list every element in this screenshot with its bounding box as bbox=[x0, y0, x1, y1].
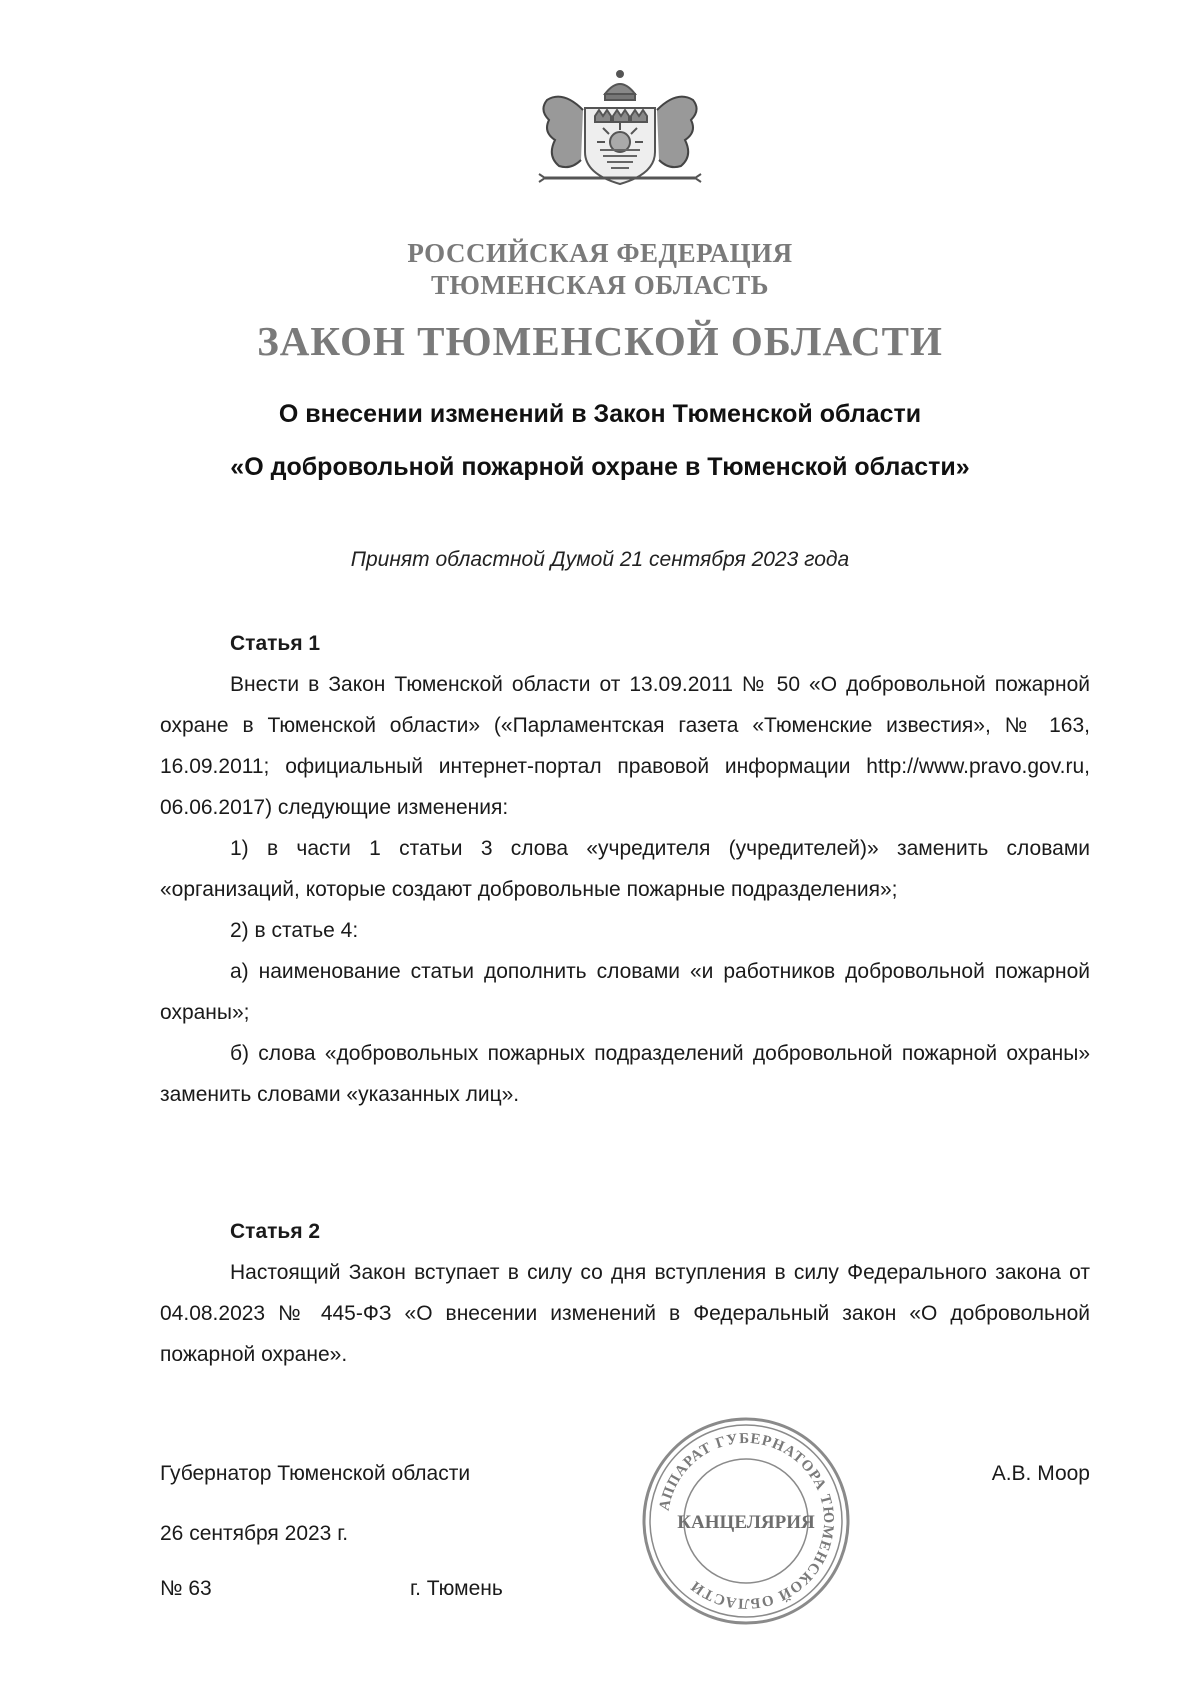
article-1-paragraph: 2) в статье 4: bbox=[230, 919, 359, 942]
article-1-paragraph: а) наименование статьи дополнить словами «и работников добровольной пожарной охраны»; bbox=[160, 960, 1090, 1024]
seal-ring-text: АППАРАТ ГУБЕРНАТОРА ТЮМЕНСКОЙ ОБЛАСТИ bbox=[656, 1430, 837, 1612]
article-2-paragraph: Настоящий Закон вступает в силу со дня вступления в силу Федерального закона от 04.08.2023 № 445-ФЗ «О внесении изменений в Федеральный закон «О добровольной пожарной охране». bbox=[160, 1261, 1090, 1366]
header-doc-type: ЗАКОН ТЮМЕНСКОЙ ОБЛАСТИ bbox=[257, 318, 943, 364]
article-1-paragraph: б) слова «добровольных пожарных подразделений добровольной пожарной охраны» заменить словами «указанных лиц». bbox=[160, 1042, 1090, 1106]
coat-of-arms-icon bbox=[525, 70, 715, 188]
signatory-name: А.В. Моор bbox=[991, 1462, 1090, 1485]
signing-city: г. Тюмень bbox=[410, 1577, 503, 1600]
signatory-position: Губернатор Тюменской области bbox=[160, 1462, 471, 1485]
law-title-line-1: О внесении изменений в Закон Тюменской области bbox=[278, 400, 922, 428]
header-country: РОССИЙСКАЯ ФЕДЕРАЦИЯ bbox=[407, 238, 793, 268]
official-seal-icon bbox=[640, 1415, 852, 1627]
seal-center-text: КАНЦЕЛЯРИЯ bbox=[677, 1512, 815, 1533]
article-2-heading: Статья 2 bbox=[230, 1220, 321, 1243]
article-1-paragraph: Внести в Закон Тюменской области от 13.09.2011 № 50 «О добровольной пожарной охране в Тюменской области» («Парламентская газета «Тюменские известия», № 163, 16.09.2011; официальный интернет-портал правовой информации http://www.pravo.gov.ru, 06.06.2017) следующие изменения: bbox=[160, 673, 1090, 819]
law-number: № 63 bbox=[160, 1577, 212, 1600]
law-title-line-2: «О добровольной пожарной охране в Тюменской области» bbox=[230, 453, 970, 481]
adoption-note: Принят областной Думой 21 сентября 2023 года bbox=[350, 548, 850, 571]
article-1-heading: Статья 1 bbox=[230, 632, 321, 655]
signing-date: 26 сентября 2023 г. bbox=[160, 1522, 349, 1545]
article-2 bbox=[160, 1211, 1090, 1375]
header-region: ТЮМЕНСКАЯ ОБЛАСТЬ bbox=[430, 270, 770, 300]
article-1-paragraph: 1) в части 1 статьи 3 слова «учредителя (учредителей)» заменить словами «организаций, которые создают добровольные пожарные подразделения»; bbox=[160, 837, 1090, 901]
article-1 bbox=[160, 623, 1090, 1115]
